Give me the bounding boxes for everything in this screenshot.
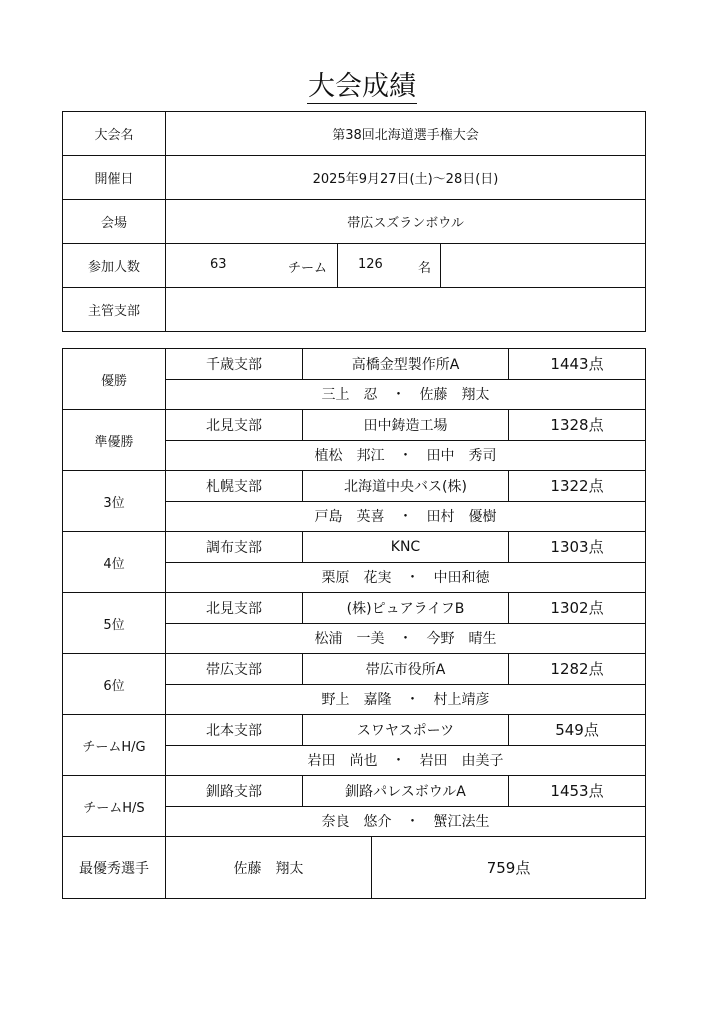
team-cell: (株)ピュアライフB: [303, 593, 509, 624]
rank-cell: 5位: [63, 593, 166, 654]
rank-cell: 優勝: [63, 349, 166, 410]
members-cell: 奈良 悠介 ・ 蟹江法生: [166, 806, 646, 837]
branch-cell: 帯広支部: [166, 654, 303, 685]
participants-row: [63, 244, 646, 288]
teams-unit: チーム: [288, 261, 328, 276]
event-name-label: 大会名: [63, 112, 166, 156]
branch-cell: 北本支部: [166, 715, 303, 746]
people-unit: 名: [418, 261, 432, 276]
rank-cell: 3位: [63, 471, 166, 532]
team-cell: 北海道中央バス(株): [303, 471, 509, 502]
result-row: [63, 593, 646, 624]
title-text: 大会成績: [308, 71, 416, 102]
result-row: [63, 532, 646, 563]
venue-value: 帯広スズランボウル: [166, 200, 646, 244]
result-row: [63, 715, 646, 746]
event-name-value: 第38回北海道選手権大会: [166, 112, 646, 156]
rank-cell: 4位: [63, 532, 166, 593]
branch-cell: 札幌支部: [166, 471, 303, 502]
points-cell: 1282点: [509, 654, 646, 685]
date-row: [63, 156, 646, 200]
mvp-label: 最優秀選手: [63, 837, 166, 899]
event-info-table: [62, 111, 646, 332]
team-cell: スワヤスポーツ: [303, 715, 509, 746]
result-row: [63, 410, 646, 441]
venue-row: [63, 200, 646, 244]
results-table: [62, 348, 646, 899]
branch-cell: 千歳支部: [166, 349, 303, 380]
team-cell: KNC: [303, 532, 509, 563]
mvp-row: [63, 837, 646, 899]
people-count-cell: [338, 244, 441, 288]
page-title: [0, 70, 724, 104]
mvp-points: 759点: [372, 837, 646, 899]
points-cell: 1302点: [509, 593, 646, 624]
result-row: [63, 349, 646, 380]
team-cell: 釧路パレスボウルA: [303, 776, 509, 807]
team-cell: 田中鋳造工場: [303, 410, 509, 441]
event-name-row: [63, 112, 646, 156]
people-count: 126: [358, 257, 383, 272]
teams-count: 63: [210, 257, 227, 272]
host-label: 主管支部: [63, 288, 166, 332]
members-cell: 岩田 尚也 ・ 岩田 由美子: [166, 745, 646, 776]
points-cell: 1328点: [509, 410, 646, 441]
date-label: 開催日: [63, 156, 166, 200]
teams-count-cell: [166, 244, 338, 288]
rank-cell: チームH/S: [63, 776, 166, 837]
date-value: 2025年9月27日(土)～28日(日): [166, 156, 646, 200]
result-row: [63, 654, 646, 685]
members-cell: 松浦 一美 ・ 今野 晴生: [166, 623, 646, 654]
members-cell: 野上 嘉隆 ・ 村上靖彦: [166, 684, 646, 715]
team-cell: 高橋金型製作所A: [303, 349, 509, 380]
points-cell: 1443点: [509, 349, 646, 380]
host-value: [166, 288, 646, 332]
result-row: [63, 776, 646, 807]
results-body: [63, 349, 646, 899]
members-cell: 植松 邦江 ・ 田中 秀司: [166, 440, 646, 471]
participants-label: 参加人数: [63, 244, 166, 288]
branch-cell: 調布支部: [166, 532, 303, 563]
rank-cell: 準優勝: [63, 410, 166, 471]
mvp-name: 佐藤 翔太: [166, 837, 372, 899]
branch-cell: 北見支部: [166, 410, 303, 441]
team-cell: 帯広市役所A: [303, 654, 509, 685]
points-cell: 1303点: [509, 532, 646, 563]
rank-cell: チームH/G: [63, 715, 166, 776]
members-cell: 三上 忍 ・ 佐藤 翔太: [166, 379, 646, 410]
members-cell: 戸島 英喜 ・ 田村 優樹: [166, 501, 646, 532]
members-cell: 栗原 花実 ・ 中田和徳: [166, 562, 646, 593]
points-cell: 1322点: [509, 471, 646, 502]
result-row: [63, 471, 646, 502]
points-cell: 1453点: [509, 776, 646, 807]
rank-cell: 6位: [63, 654, 166, 715]
branch-cell: 釧路支部: [166, 776, 303, 807]
venue-label: 会場: [63, 200, 166, 244]
participants-blank: [441, 244, 646, 288]
host-row: [63, 288, 646, 332]
points-cell: 549点: [509, 715, 646, 746]
branch-cell: 北見支部: [166, 593, 303, 624]
